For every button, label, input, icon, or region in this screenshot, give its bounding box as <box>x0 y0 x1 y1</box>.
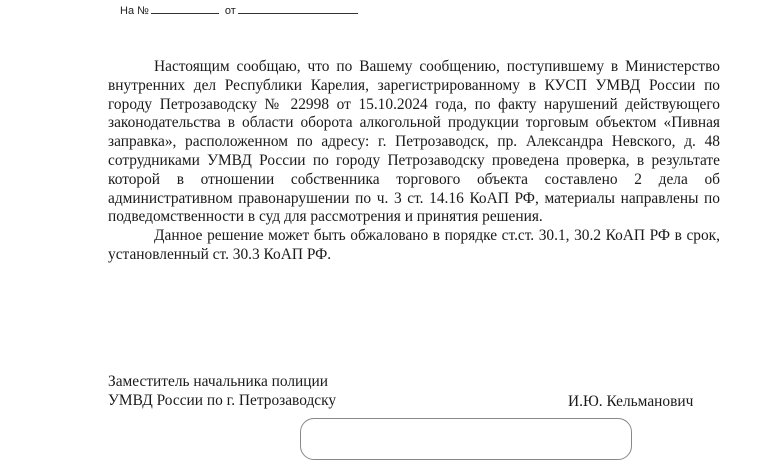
date-blank <box>238 3 358 14</box>
signature-position-line-2: УМВД России по г. Петрозаводску <box>108 392 337 409</box>
signature-position <box>108 372 336 410</box>
number-label: На № <box>120 5 149 17</box>
signature-position-line-1: Заместитель начальника полиции <box>108 373 328 390</box>
letter-body <box>108 58 720 265</box>
reference-line <box>120 3 358 17</box>
number-blank <box>151 3 219 14</box>
stamp-outline <box>300 418 632 460</box>
body-paragraph-2: Данное решение может быть обжаловано в порядке ст.ст. 30.1, 30.2 КоАП РФ в срок, установленный ст. 30.3 КоАП РФ. <box>108 227 720 263</box>
from-label: от <box>224 5 236 17</box>
body-paragraph-1: Настоящим сообщаю, что по Вашему сообщению, поступившему в Министерство внутренних дел Республики Карелия, зарегистрированному в КУСП УМВД России по городу Петрозаводску № 22998 от 15.10.2024 года, по факту нарушений действующего законодательства в области оборота алкогольной продукции торговым объектом «Пивная заправка», расположенном по адресу: г. Петрозаводск, пр. Александра Невского, д. 48 сотрудниками УМВД России по городу Петрозаводску проведена проверка, в результате которой в отношении собственника торгового объекта составлено 2 дела об административном правонарушении по ч. 3 ст. 14.16 КоАП РФ, материалы направлены по подведомственности в суд для рассмотрения и принятия решения. <box>108 58 720 226</box>
signer-name: И.Ю. Кельманович <box>568 393 694 410</box>
